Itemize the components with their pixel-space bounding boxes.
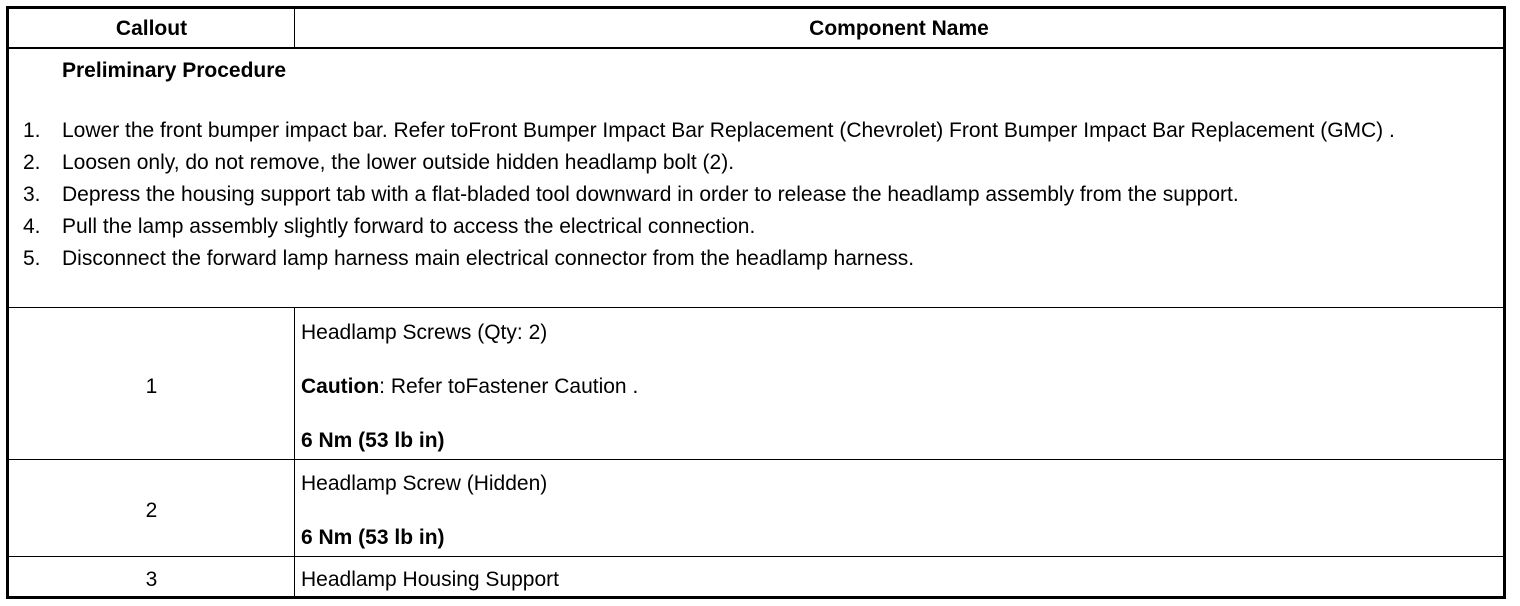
component-name-2: Headlamp Screw (Hidden) (301, 472, 548, 495)
step-text: Pull the lamp assembly slightly forward to access the electrical connection. (62, 215, 756, 238)
torque-spec-1: 6 Nm (53 lb in) (301, 429, 445, 452)
row-rule (9, 459, 1503, 460)
step-text: Lower the front bumper impact bar. Refer toFront Bumper Impact Bar Replacement (Chevrolet) Front Bumper Impact Bar Replacement (GMC) . (62, 119, 1395, 142)
preliminary-procedure-title: Preliminary Procedure (62, 59, 287, 82)
torque-spec-2: 6 Nm (53 lb in) (301, 526, 445, 549)
header-component-name: Component Name (809, 17, 989, 40)
row-rule (9, 307, 1503, 308)
component-name-3: Headlamp Housing Support (301, 568, 559, 591)
procedure-step (9, 148, 1499, 178)
step-text: Loosen only, do not remove, the lower outside hidden headlamp bolt (2). (62, 151, 735, 174)
callout-1: 1 (145, 375, 158, 398)
step-number: 5. (23, 247, 41, 270)
procedure-steps (9, 116, 1499, 276)
callout-3: 3 (145, 568, 158, 591)
caution-text: : Refer toFastener Caution . (379, 375, 639, 398)
procedure-step (9, 180, 1499, 210)
component-name-1: Headlamp Screws (Qty: 2) (301, 321, 548, 344)
caution-label: Caution (301, 375, 380, 398)
procedure-step (9, 212, 1499, 242)
row-rule (9, 556, 1503, 557)
procedure-step (9, 244, 1499, 274)
procedure-step (9, 116, 1499, 146)
step-number: 4. (23, 215, 41, 238)
step-number: 2. (23, 151, 41, 174)
component-table (6, 6, 1506, 599)
caution-line (301, 373, 638, 400)
step-number: 3. (23, 183, 41, 206)
header-callout: Callout (115, 17, 188, 40)
header-rule (9, 47, 1503, 49)
callout-2: 2 (145, 499, 158, 522)
step-text: Depress the housing support tab with a flat-bladed tool downward in order to release the headlamp assembly from the support. (62, 183, 1239, 206)
step-text: Disconnect the forward lamp harness main electrical connector from the headlamp harness. (62, 247, 915, 270)
column-divider (294, 307, 295, 596)
step-number: 1. (23, 119, 41, 142)
